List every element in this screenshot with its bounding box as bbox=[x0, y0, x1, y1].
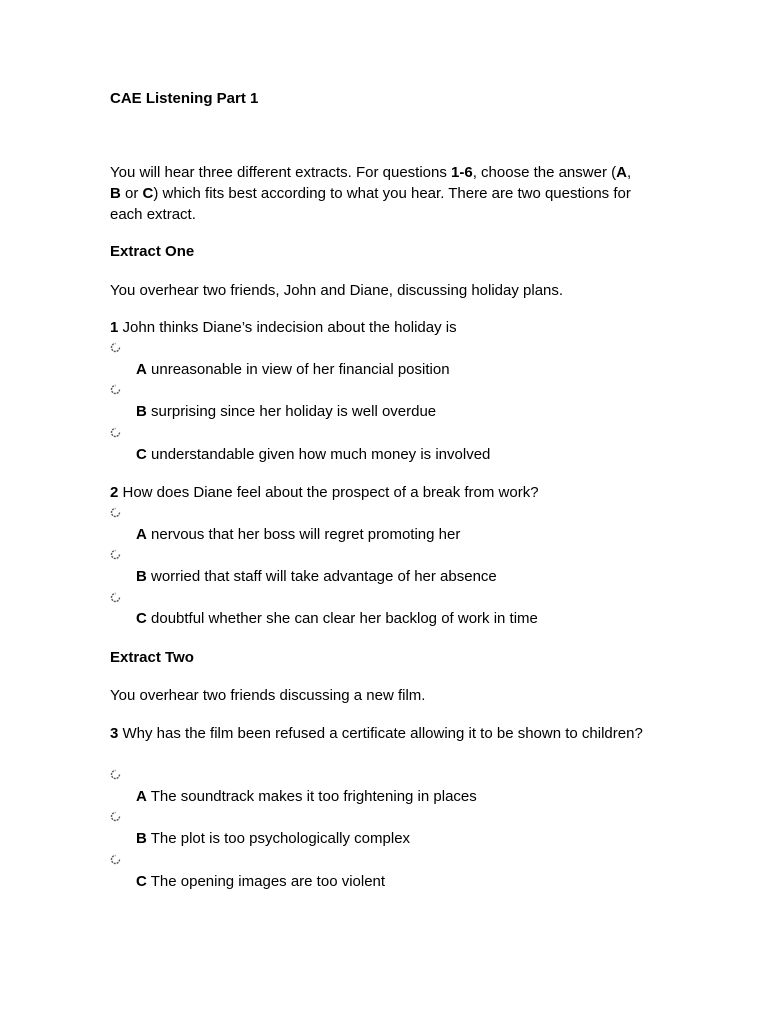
option-q3-c bbox=[136, 871, 385, 892]
radio-q1-c[interactable] bbox=[110, 427, 121, 438]
instructions-text: or bbox=[120, 185, 143, 202]
option-q1-a bbox=[136, 359, 450, 380]
instructions-paragraph bbox=[110, 162, 645, 225]
option-letter: C bbox=[136, 446, 147, 463]
option-text: understandable given how much money is involved bbox=[146, 446, 491, 463]
instructions-text: ) which fits best according to what you hear. There are two questions for each extract. bbox=[110, 185, 631, 223]
option-letter: B bbox=[136, 830, 147, 847]
option-letter: A bbox=[136, 361, 147, 378]
option-letter-c: C bbox=[142, 185, 154, 202]
option-letter: A bbox=[136, 788, 147, 805]
radio-q3-c[interactable] bbox=[110, 854, 121, 865]
instructions-text: You will hear three different extracts. For questions bbox=[110, 164, 452, 181]
option-letter-b: B bbox=[110, 185, 121, 202]
option-text: The plot is too psychologically complex bbox=[146, 830, 411, 847]
extract-one-context: You overhear two friends, John and Diane, discussing holiday plans. bbox=[110, 282, 564, 299]
option-q3-a bbox=[136, 786, 477, 807]
option-letter: C bbox=[136, 873, 147, 890]
question-text: Why has the film been refused a certificate allowing it to be shown to children? bbox=[118, 725, 643, 742]
extract-one-heading: Extract One bbox=[110, 243, 195, 260]
option-letter: B bbox=[136, 568, 147, 585]
option-text: The soundtrack makes it too frightening in places bbox=[146, 788, 477, 805]
question-3 bbox=[110, 723, 645, 744]
option-q2-a bbox=[136, 524, 460, 545]
option-letter: A bbox=[136, 526, 147, 543]
question-2 bbox=[110, 482, 640, 503]
extract-two-heading: Extract Two bbox=[110, 649, 194, 666]
question-number: 2 bbox=[110, 484, 119, 501]
question-text: John thinks Diane’s indecision about the holiday is bbox=[118, 319, 457, 336]
document-title: CAE Listening Part 1 bbox=[110, 90, 259, 107]
radio-q1-b[interactable] bbox=[110, 384, 121, 395]
option-letter: B bbox=[136, 403, 147, 420]
question-number: 3 bbox=[110, 725, 119, 742]
option-text: nervous that her boss will regret promoting her bbox=[146, 526, 461, 543]
extract-two-context: You overhear two friends discussing a new film. bbox=[110, 687, 426, 704]
question-1 bbox=[110, 317, 640, 338]
option-q3-b bbox=[136, 828, 410, 849]
radio-q3-b[interactable] bbox=[110, 811, 121, 822]
radio-q1-a[interactable] bbox=[110, 342, 121, 353]
question-text: How does Diane feel about the prospect of a break from work? bbox=[118, 484, 539, 501]
radio-q3-a[interactable] bbox=[110, 769, 121, 780]
option-text: worried that staff will take advantage of her absence bbox=[146, 568, 497, 585]
radio-q2-a[interactable] bbox=[110, 507, 121, 518]
option-text: surprising since her holiday is well overdue bbox=[146, 403, 437, 420]
radio-q2-c[interactable] bbox=[110, 592, 121, 603]
option-text: doubtful whether she can clear her backlog of work in time bbox=[146, 610, 538, 627]
question-number: 1 bbox=[110, 319, 119, 336]
option-text: unreasonable in view of her financial position bbox=[146, 361, 450, 378]
option-q1-c bbox=[136, 444, 490, 465]
option-q2-c bbox=[136, 608, 538, 629]
option-letter-a: A bbox=[616, 164, 627, 181]
instructions-text: , choose the answer ( bbox=[472, 164, 617, 181]
radio-q2-b[interactable] bbox=[110, 549, 121, 560]
question-range: 1-6 bbox=[451, 164, 473, 181]
option-text: The opening images are too violent bbox=[146, 873, 386, 890]
option-q1-b bbox=[136, 401, 436, 422]
option-letter: C bbox=[136, 610, 147, 627]
option-q2-b bbox=[136, 566, 497, 587]
instructions-text: , bbox=[626, 164, 632, 181]
